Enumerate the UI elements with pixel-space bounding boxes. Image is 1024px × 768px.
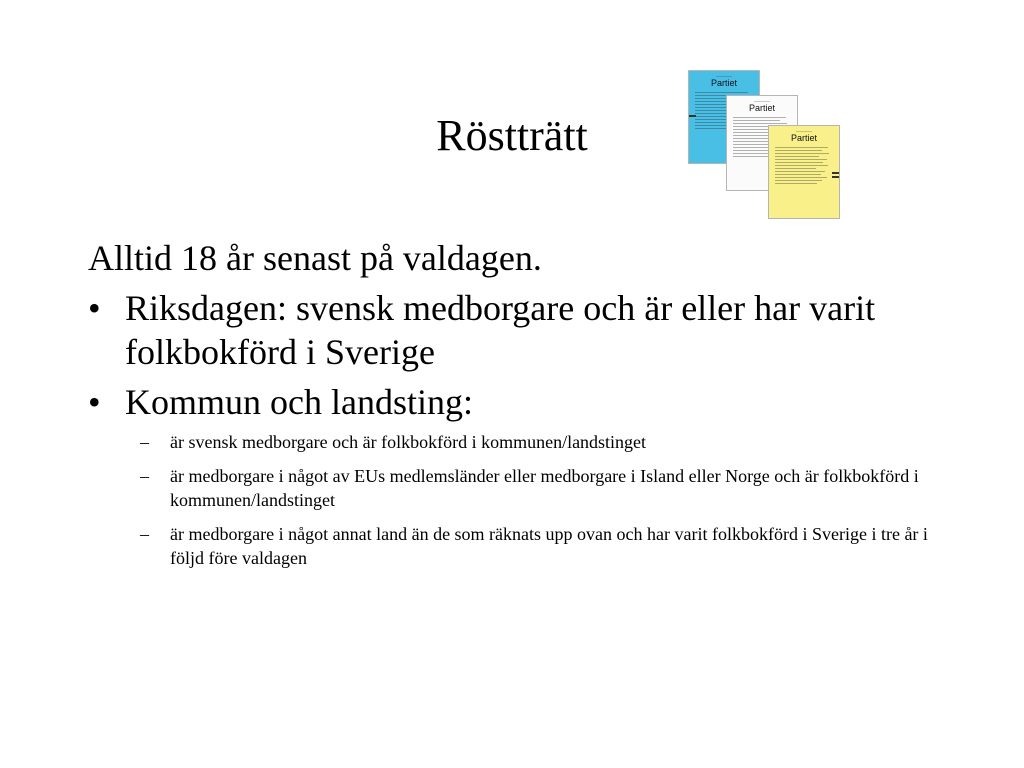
bullet-text: Riksdagen: svensk medborgare och är eller har varit folkbokförd i Sverige (125, 288, 876, 372)
lead-text: Alltid 18 år senast på valdagen. (88, 238, 542, 278)
ballot-papers-image (688, 70, 844, 222)
dash-marker: – (140, 524, 149, 544)
sub-bullet-item (136, 464, 948, 512)
sub-bullet-text: är medborgare i något av EUs medlemsländer eller medborgare i Island eller Norge och är folkbokförd i kommunen/landstinget (170, 466, 919, 510)
bullet-dot: • (88, 382, 101, 422)
dash-marker: – (140, 466, 149, 486)
ballot-fold-mark (832, 172, 839, 174)
bullet-text: Kommun och landsting: (125, 382, 473, 422)
ballot-party-label: Partiet (748, 103, 775, 113)
white-ballot-paper: ———— Partiet (726, 95, 798, 191)
sub-bullet-text: är svensk medborgare och är folkbokförd i kommunen/landstinget (170, 432, 647, 452)
sub-bullet-list (136, 430, 948, 570)
sub-bullet-text: är medborgare i något annat land än de som räknats upp ovan och har varit folkbokförd i Sverige i tre år i följd före valdagen (170, 524, 928, 568)
ballot-fold-mark (689, 115, 696, 117)
ballot-candidate-lines (775, 147, 834, 184)
slide-body (88, 236, 948, 580)
sub-bullet-item (136, 522, 948, 570)
sub-bullet-item (136, 430, 948, 454)
bullet-dot: • (88, 288, 101, 328)
blue-ballot-paper: ———— Partiet (688, 70, 760, 164)
yellow-ballot-paper: ———— Partiet (768, 125, 840, 219)
dash-marker: – (140, 432, 149, 452)
ballot-party-label: Partiet (790, 133, 817, 143)
bullet-kommun-landsting (88, 380, 948, 424)
bullet-riksdagen (88, 286, 948, 374)
ballot-fold-mark (832, 176, 839, 178)
ballot-party-label: Partiet (710, 78, 737, 88)
slide-title: Röstträtt (436, 111, 588, 160)
